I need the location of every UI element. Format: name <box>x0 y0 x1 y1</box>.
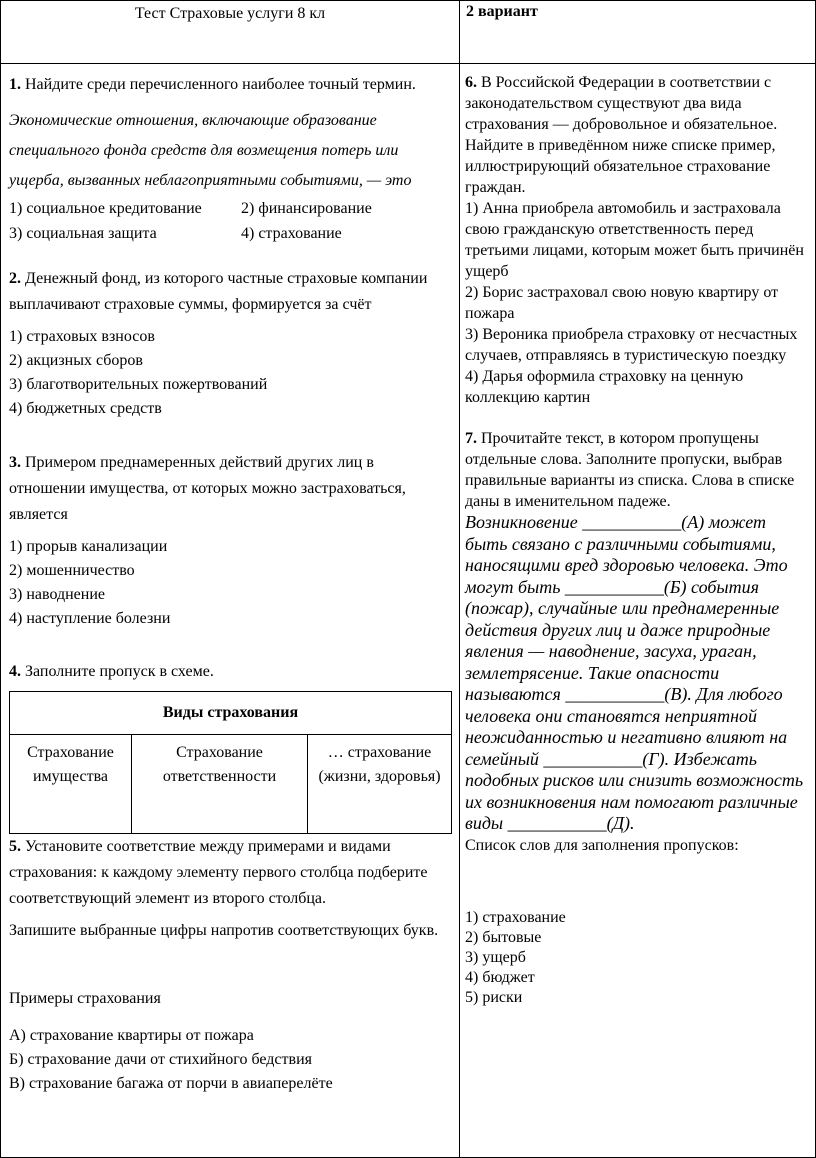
question-6-text: В Российской Федерации в соответствии с законодательством существуют два вида страхования — добровольное и обязательное. Найдите в приведённом ниже списке пример, иллюстрирующий обязательное страхование граждан. <box>465 74 778 196</box>
question-5-example-v: В) страхование багажа от порчи в авиаперелёте <box>9 1075 333 1092</box>
question-2-text: Денежный фонд, из которого частные страховые компании выплачивают страховые суммы, формируется за счёт <box>9 270 428 313</box>
question-3-title <box>9 450 449 528</box>
questions-column-right <box>460 64 815 1157</box>
question-4 <box>9 659 449 834</box>
question-1 <box>9 72 449 246</box>
question-7-word-list-title: Список слов для заполнения пропусков: <box>465 836 739 854</box>
question-3-number: 3. <box>9 454 21 471</box>
question-1-definition: Экономические отношения, включающие образование специального фонда средств для возмещения потерь или ущерба, вызванных неблагоприятными событиями, — это <box>9 112 412 189</box>
question-1-option-3: 3) социальная защита <box>9 225 157 242</box>
question-1-option-4: 4) страхование <box>241 225 342 242</box>
question-2-number: 2. <box>9 270 21 287</box>
question-5 <box>9 834 449 1096</box>
question-1-title <box>9 72 449 98</box>
question-6-option-2: 2) Борис застраховал свою новую квартиру от пожара <box>465 284 779 322</box>
question-7-title <box>465 428 810 512</box>
question-7-word-1: 1) страхование <box>465 908 566 926</box>
document-header <box>1 1 815 64</box>
question-1-text: Найдите среди перечисленного наиболее точный термин. <box>25 76 416 93</box>
document-body <box>1 64 815 1157</box>
insurance-types-table <box>9 691 452 834</box>
question-3-option-4: 4) наступление болезни <box>9 610 171 627</box>
question-3-text: Примером преднамеренных действий других лиц в отношении имущества, от которых можно застраховаться, является <box>9 454 406 523</box>
question-1-number: 1. <box>9 76 21 93</box>
question-2-options <box>9 325 449 421</box>
question-7-word-3: 3) ущерб <box>465 948 526 966</box>
question-4-title <box>9 659 449 685</box>
question-3-options <box>9 535 449 631</box>
question-7-word-2: 2) бытовые <box>465 928 542 946</box>
question-5-examples <box>9 1024 449 1096</box>
question-2-option-1: 1) страховых взносов <box>9 328 155 345</box>
question-7-passage: Возникновение ___________(А) может быть связано с различными событиями, наносящими вред здоровью человека. Это могут быть ___________(Б) события (пожар), случайные или преднамеренные действия других лиц и даже природные явления — наводнение, засуха, ураган, землетрясение. Такие опасности называются ___________(В). Для любого человека они становятся неприятной неожиданностью и негативно влияют на семейный ___________(Г). Избежать подобных рисков или снизить возможность их возникновения нам помогают различные виды ___________(Д). <box>465 512 804 833</box>
question-3-option-3: 3) наводнение <box>9 586 106 603</box>
insurance-types-table-title: Виды страхования <box>10 692 452 735</box>
question-5-example-b: Б) страхование дачи от стихийного бедствия <box>9 1051 312 1068</box>
question-3 <box>9 450 449 631</box>
question-5-note: Запишите выбранные цифры напротив соответствующих букв. <box>9 922 439 939</box>
question-5-title <box>9 834 449 912</box>
question-3-option-2: 2) мошенничество <box>9 562 135 579</box>
question-6 <box>465 72 810 408</box>
question-1-option-1: 1) социальное кредитование <box>9 200 202 217</box>
question-6-title <box>465 72 810 198</box>
question-6-number: 6. <box>465 74 477 91</box>
question-1-option-2: 2) финансирование <box>241 200 372 217</box>
question-2-option-4: 4) бюджетных средств <box>9 400 162 417</box>
question-7 <box>465 428 810 1008</box>
question-5-examples-title: Примеры страхования <box>9 990 161 1007</box>
question-7-text: Прочитайте текст, в котором пропущены отдельные слова. Заполните пропуски, выбрав правильные варианты из списка. Слова в списке даны в именительном падеже. <box>465 430 795 510</box>
question-2-option-3: 3) благотворительных пожертвований <box>9 376 268 393</box>
insurance-types-cell-liability: Страхование ответственности <box>132 735 308 834</box>
question-6-option-4: 4) Дарья оформила страховку на ценную коллекцию картин <box>465 368 744 406</box>
question-7-word-list <box>465 908 810 1008</box>
question-4-text: Заполните пропуск в схеме. <box>25 663 214 680</box>
insurance-types-cell-blank: … страхование (жизни, здоровья) <box>308 735 452 834</box>
questions-column-left <box>1 64 460 1157</box>
question-5-number: 5. <box>9 838 21 855</box>
question-5-text: Установите соответствие между примерами и видами страхования: к каждому элементу первого столбца подберите соответствующий элемент из второго столбца. <box>9 838 428 907</box>
insurance-types-cell-property: Страхование имущества <box>10 735 132 834</box>
question-7-word-5: 5) риски <box>465 988 523 1006</box>
question-6-option-1: 1) Анна приобрела автомобиль и застраховала свою гражданскую ответственность перед третьими лицами, которым может быть причинён ущерб <box>465 200 804 280</box>
question-2-title <box>9 266 449 318</box>
question-2-option-2: 2) акцизных сборов <box>9 352 143 369</box>
question-6-option-3: 3) Вероника приобрела страховку от несчастных случаев, отправляясь в туристическую поездку <box>465 326 798 364</box>
question-2 <box>9 266 449 421</box>
variant-label: 2 вариант <box>466 3 538 20</box>
question-4-number: 4. <box>9 663 21 680</box>
question-3-option-1: 1) прорыв канализации <box>9 538 168 555</box>
question-7-number: 7. <box>465 430 477 447</box>
test-title: Тест Страховые услуги 8 кл <box>1 1 460 63</box>
question-7-word-4: 4) бюджет <box>465 968 535 986</box>
question-1-options <box>9 196 449 246</box>
question-5-example-a: А) страхование квартиры от пожара <box>9 1027 254 1044</box>
